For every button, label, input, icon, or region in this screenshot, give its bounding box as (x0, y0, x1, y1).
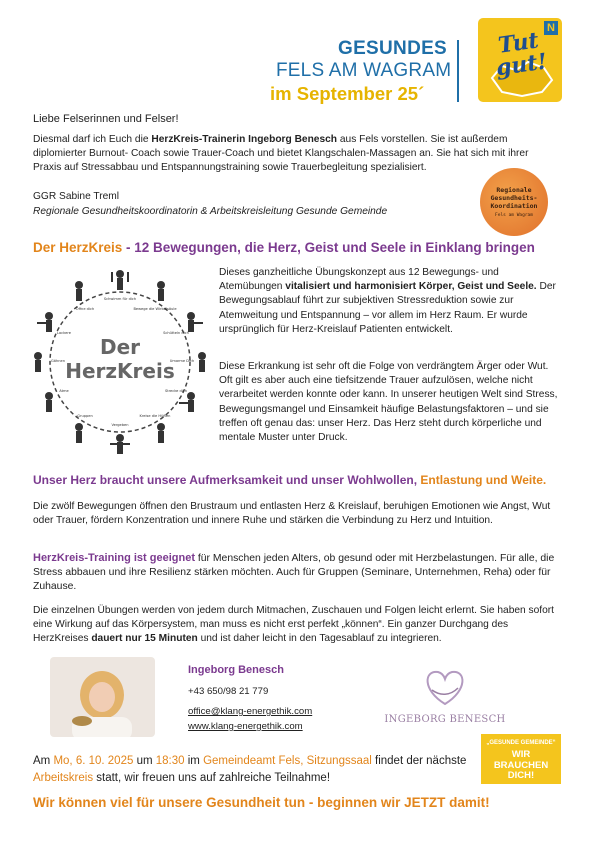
header-divider (457, 40, 459, 102)
logo-caption: INGEBORG BENESCH (384, 714, 506, 725)
diagram-label: Bewege die Wirbelsäule (133, 307, 177, 311)
body-paragraph-4: HerzKreis-Training ist geeignet für Menschen jeden Alters, ob gesund oder mit Herzbelastungen. Für alle, die Stress abbauen und ihre Resilienz stärken möchten. Auch für Gruppen (Seminare, Unternehmen, Reha) oder für Zuhause. (33, 552, 555, 593)
diagram-label: Gruppen (77, 414, 93, 418)
logo-text: Tut gut! (494, 27, 549, 82)
herzkreis-circle-illustration (30, 262, 210, 462)
diagram-label: Schwimm für dich (103, 297, 137, 301)
heart-logo-icon (370, 660, 520, 710)
contact-website-link[interactable]: www.klang-energethik.com (188, 721, 303, 732)
diagram-label: Kreise die Hüften (139, 414, 171, 418)
meeting-announcement: Am Mo, 6. 10. 2025 um 18:30 im Gemeindeamt Fels, Sitzungssaal findet der nächste Arbeitskreis statt, wir freuen uns auf zahlreiche Teilnahme! (33, 755, 467, 784)
contact-phone: +43 650/98 21 779 (188, 686, 269, 697)
body-paragraph-1: Dieses ganzheitliche Übungskonzept aus 12 Bewegungs- und Atemübungen vitalisiert und harmonisiert Körper, Geist und Seele. Der Bewegungsablauf führt zur subjektiven Stressreduktion sowie zur Atemweitung und Entspannung – vor allem im Herz Raum. Er wurde ursprünglich für Herz-Kreislauf Patienten entwickelt. (219, 267, 556, 335)
diagram-label: Umarme Dich (169, 359, 195, 363)
trainer-photo (50, 657, 155, 737)
signer-name: GGR Sabine Treml (33, 191, 120, 202)
diagram-label: Öffne dich (75, 307, 95, 311)
diagram-label: Lockere (57, 331, 71, 335)
greeting: Liebe Felserinnen und Felser! (33, 113, 179, 125)
diagram-label: Gähnen (50, 359, 66, 363)
contact-name: Ingeborg Benesch (188, 664, 284, 676)
diagram-label: Vergeben (111, 423, 129, 427)
header-title-line3: im September 25´ (270, 83, 425, 104)
regional-coordination-seal: Regionale Gesundheits- Koordination Fels am Wagram (480, 168, 548, 236)
closing-slogan: Wir können viel für unsere Gesundheit tun - beginnen wir JETZT damit! (33, 795, 490, 810)
contact-email-link[interactable]: office@klang-energethik.com (188, 706, 313, 717)
body-paragraph-2: Diese Erkrankung ist sehr oft die Folge von verdrängtem Ärger oder Wut. Oft gilt es aber auch eine tiefsitzende Trauer aufzulösen, welche nicht verarbeitet werden konnte oder kann. In unserer heutigen Welt sind Stress, Bewegungsmangel und Einsamkeit häufige Belastungsfaktoren – und sie treffen oft genau das: unser Herz. Das Herz steht durch körperliche und mentale Muster unter Druck. (219, 361, 558, 444)
diagram-label: Strecke dich (164, 389, 188, 393)
diagram-title-line2: HerzKreis (65, 359, 175, 383)
wir-brauchen-dich-badge: „GESUNDE GEMEINDE“ WIR BRAUCHEN DICH! (481, 734, 561, 784)
trainer-portrait-image (50, 657, 155, 737)
diagram-label: Atme (59, 389, 69, 393)
subheading: Unser Herz braucht unsere Aufmerksamkeit und unser Wohlwollen, Entlastung und Weite. (33, 473, 547, 487)
intro-paragraph: Diesmal darf ich Euch die HerzKreis-Trainerin Ingeborg Benesch aus Fels vorstellen. Sie ist außerdem diplomierter Burnout- Coach sowie Trauer-Coach und bietet Klangschalen-Massagen an. Sie hat sich mit ihrer Praxis auf Stressabbau und Entspannungstraining sowie Trauerbegleitung spezialisiert. (33, 134, 529, 174)
tut-gut-logo (478, 18, 562, 102)
body-paragraph-5: Die einzelnen Übungen werden von jedem durch Mitmachen, Zuschauen und Folgen leicht erlernt. Sie haben sofort eine Wirkung auf das Körpersystem, man muss es nicht erst perfekt „können“. Ein ganzer Durchgang des HerzKreises dauert nur 15 Minuten und ist daher leicht in den Tagesablauf zu integrieren. (33, 605, 555, 645)
body-paragraph-3: Die zwölf Bewegungen öffnen den Brustraum und entlasten Herz & Kreislauf, beruhigen Emotionen wie Angst, Wut oder Trauer, fördern Konzentration und innere Ruhe und stärken die Verbindung zu Herz und Intuition. (33, 501, 551, 527)
logo-mark-icon: N (544, 21, 558, 35)
diagram-title-line1: Der (99, 335, 141, 359)
section-headline: Der HerzKreis - 12 Bewegungen, die Herz, Geist und Seele in Einklang bringen (33, 240, 535, 255)
herzkreis-diagram (30, 262, 210, 462)
header-title-line2: FELS AM WAGRAM (276, 60, 452, 81)
diagram-label: Schütteln dich (163, 331, 189, 335)
header-title-line1: GESUNDES (338, 38, 448, 59)
signer-role: Regionale Gesundheitskoordinatorin & Arbeitskreisleitung Gesunde Gemeinde (33, 206, 388, 217)
